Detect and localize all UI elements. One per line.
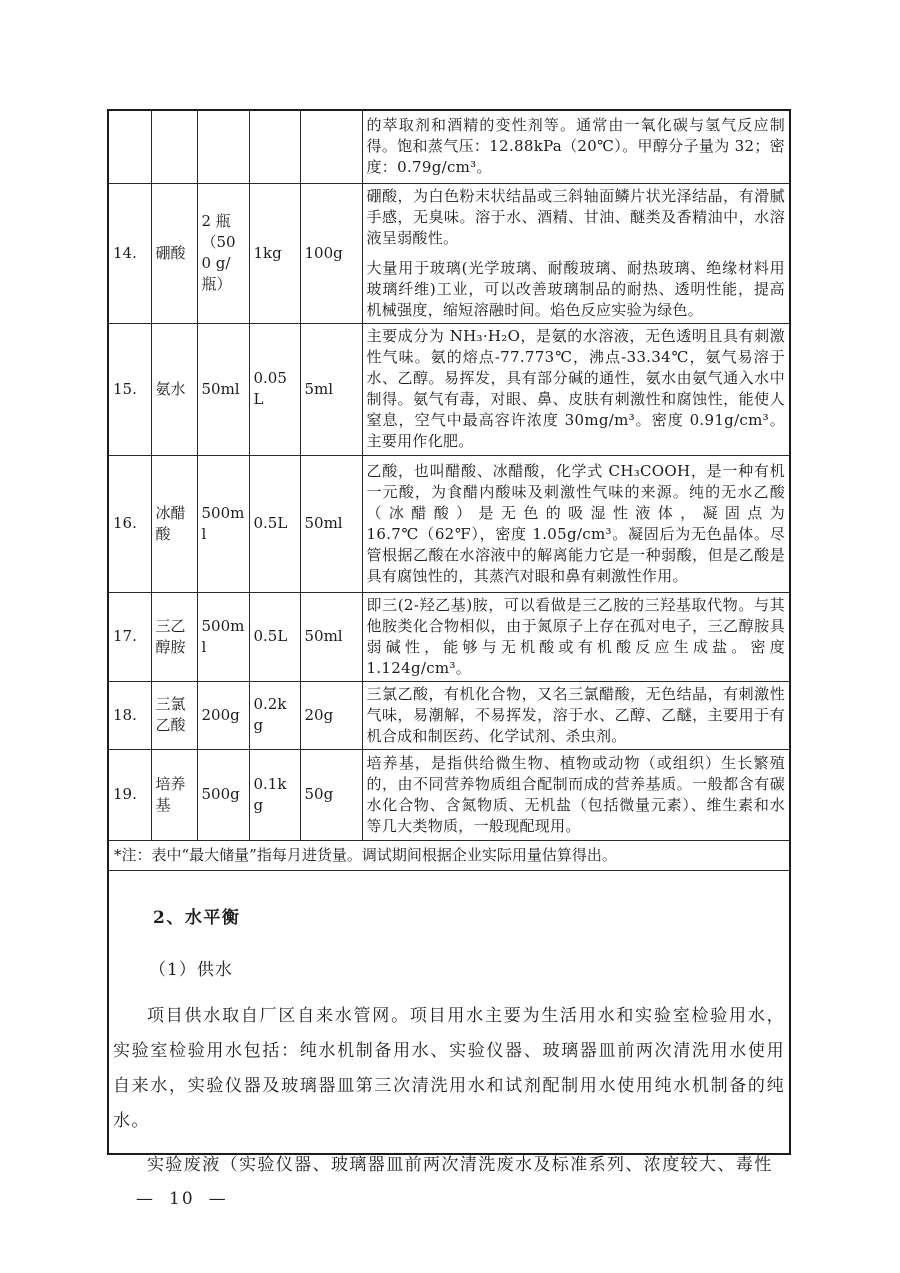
cell-quantity: 200g	[197, 681, 249, 749]
chemicals-table	[109, 111, 789, 871]
cell-name	[151, 111, 197, 183]
cell-description: 主要成分为 NH₃·H₂O，是氨的水溶液，无色透明且具有刺激性气味。氨的熔点-77.773℃，沸点-33.34℃，氨气易溶于水、乙醇。易挥发，具有部分碱的通性，氨水由氨气通入水中制得。氨气有毒，对眼、鼻、皮肤有刺激性和腐蚀性，能使人窒息，空气中最高容许浓度 30mg/m³。密度 0.91g/cm³。主要用作化肥。	[362, 323, 789, 455]
table-row	[109, 681, 789, 749]
cell-usage: 100g	[300, 183, 362, 323]
footer-dash-left: —	[136, 1189, 155, 1209]
cell-usage: 50g	[300, 749, 362, 840]
cell-max-storage: 0.1kg	[249, 749, 300, 840]
cell-usage: 50ml	[300, 455, 362, 592]
cell-number: 15.	[109, 323, 151, 455]
cell-number: 18.	[109, 681, 151, 749]
description-paragraph: 硼酸，为白色粉末状结晶或三斜轴面鳞片状光泽结晶，有滑腻手感，无臭味。溶于水、酒精、甘油、醚类及香精油中，水溶液呈弱酸性。	[366, 186, 785, 247]
cell-max-storage	[249, 111, 300, 183]
cell-quantity: 500ml	[197, 455, 249, 592]
cell-quantity: 500ml	[197, 592, 249, 681]
document-frame	[107, 109, 791, 1175]
cell-description: 的萃取剂和酒精的变性剂等。通常由一氧化碳与氢气反应制得。饱和蒸气压：12.88kPa（20℃）。甲醇分子量为 32；密度：0.79g/cm³。	[362, 111, 789, 183]
footer-dash-right: —	[208, 1189, 228, 1209]
cell-usage	[300, 111, 362, 183]
cell-usage: 20g	[300, 681, 362, 749]
cell-usage: 5ml	[300, 323, 362, 455]
cell-name: 三乙醇胺	[151, 592, 197, 681]
table-row	[109, 183, 789, 323]
cell-description: 乙酸，也叫醋酸、冰醋酸，化学式 CH₃COOH，是一种有机一元酸，为食醋内酸味及刺激性气味的来源。纯的无水乙酸（冰醋酸）是无色的吸湿性液体，凝固点为 16.7℃（62℉），密度 1.05g/cm³。凝固后为无色晶体。尽管根据乙酸在水溶液中的解离能力它是一种弱酸，但是乙酸是具有腐蚀性的，其蒸汽对眼和鼻有刺激性作用。	[362, 455, 789, 592]
cell-quantity: 500g	[197, 749, 249, 840]
table-row	[109, 323, 789, 455]
cell-usage: 50ml	[300, 592, 362, 681]
cell-description: 三氯乙酸，有机化合物，又名三氯醋酸，无色结晶，有刺激性气味，易潮解，不易挥发，溶于水、乙醇、乙醚，主要用于有机合成和制医药、化学试剂、杀虫剂。	[362, 681, 789, 749]
cell-number	[109, 111, 151, 183]
body-paragraph: 项目供水取自厂区自来水管网。项目用水主要为生活用水和实验室检验用水，实验室检验用水包括：纯水机制备用水、实验仪器、玻璃器皿前两次清洗用水使用自来水，实验仪器及玻璃器皿第三次清洗用水和试剂配制用水使用纯水机制备的纯水。	[113, 1005, 785, 1131]
cell-description: 即三(2-羟乙基)胺，可以看做是三乙胺的三羟基取代物。与其他胺类化合物相似，由于氮原子上存在孤对电子，三乙醇胺具弱碱性，能够与无机酸或有机酸反应生成盐。密度 1.124g/cm³。	[362, 592, 789, 681]
cell-max-storage: 0.5L	[249, 592, 300, 681]
table-row	[109, 111, 789, 183]
table-row	[109, 749, 789, 840]
table-row	[109, 592, 789, 681]
cell-description	[362, 183, 789, 323]
cell-name: 培养基	[151, 749, 197, 840]
cell-max-storage: 0.05L	[249, 323, 300, 455]
cell-number: 17.	[109, 592, 151, 681]
cell-name: 氨水	[151, 323, 197, 455]
cell-description: 培养基，是指供给微生物、植物或动物（或组织）生长繁殖的，由不同营养物质组合配制而成的营养基质。一般都含有碳水化合物、含氮物质、无机盐（包括微量元素）、维生素和水等几大类物质，一般现配现用。	[362, 749, 789, 840]
cell-number: 19.	[109, 749, 151, 840]
table-footnote: *注：表中“最大储量”指每月进货量。调试期间根据企业实际用量估算得出。	[109, 840, 789, 870]
cell-quantity: 50ml	[197, 323, 249, 455]
body-paragraph: 实验废液（实验仪器、玻璃器皿前两次清洗废水及标准系列、浓度较大、毒性	[147, 1154, 773, 1175]
page-number: 10	[169, 1189, 195, 1209]
section-heading: 2、水平衡	[153, 907, 241, 928]
cell-max-storage: 0.2kg	[249, 681, 300, 749]
table-note-row	[109, 840, 789, 870]
cell-max-storage: 1kg	[249, 183, 300, 323]
cell-quantity: 2 瓶（500 g/瓶）	[197, 183, 249, 323]
cell-quantity	[197, 111, 249, 183]
cell-name: 三氯乙酸	[151, 681, 197, 749]
cell-name: 冰醋酸	[151, 455, 197, 592]
cell-name: 硼酸	[151, 183, 197, 323]
cell-max-storage: 0.5L	[249, 455, 300, 592]
water-balance-section	[109, 903, 789, 1183]
page-footer	[136, 1189, 228, 1209]
cell-number: 16.	[109, 455, 151, 592]
section-subheading: （1）供水	[149, 959, 233, 980]
cell-number: 14.	[109, 183, 151, 323]
table-row	[109, 455, 789, 592]
description-paragraph: 大量用于玻璃(光学玻璃、耐酸玻璃、耐热玻璃、绝缘材料用玻璃纤维)工业，可以改善玻璃制品的耐热、透明性能，提高机械强度，缩短溶融时间。焰色反应实验为绿色。	[366, 258, 785, 319]
